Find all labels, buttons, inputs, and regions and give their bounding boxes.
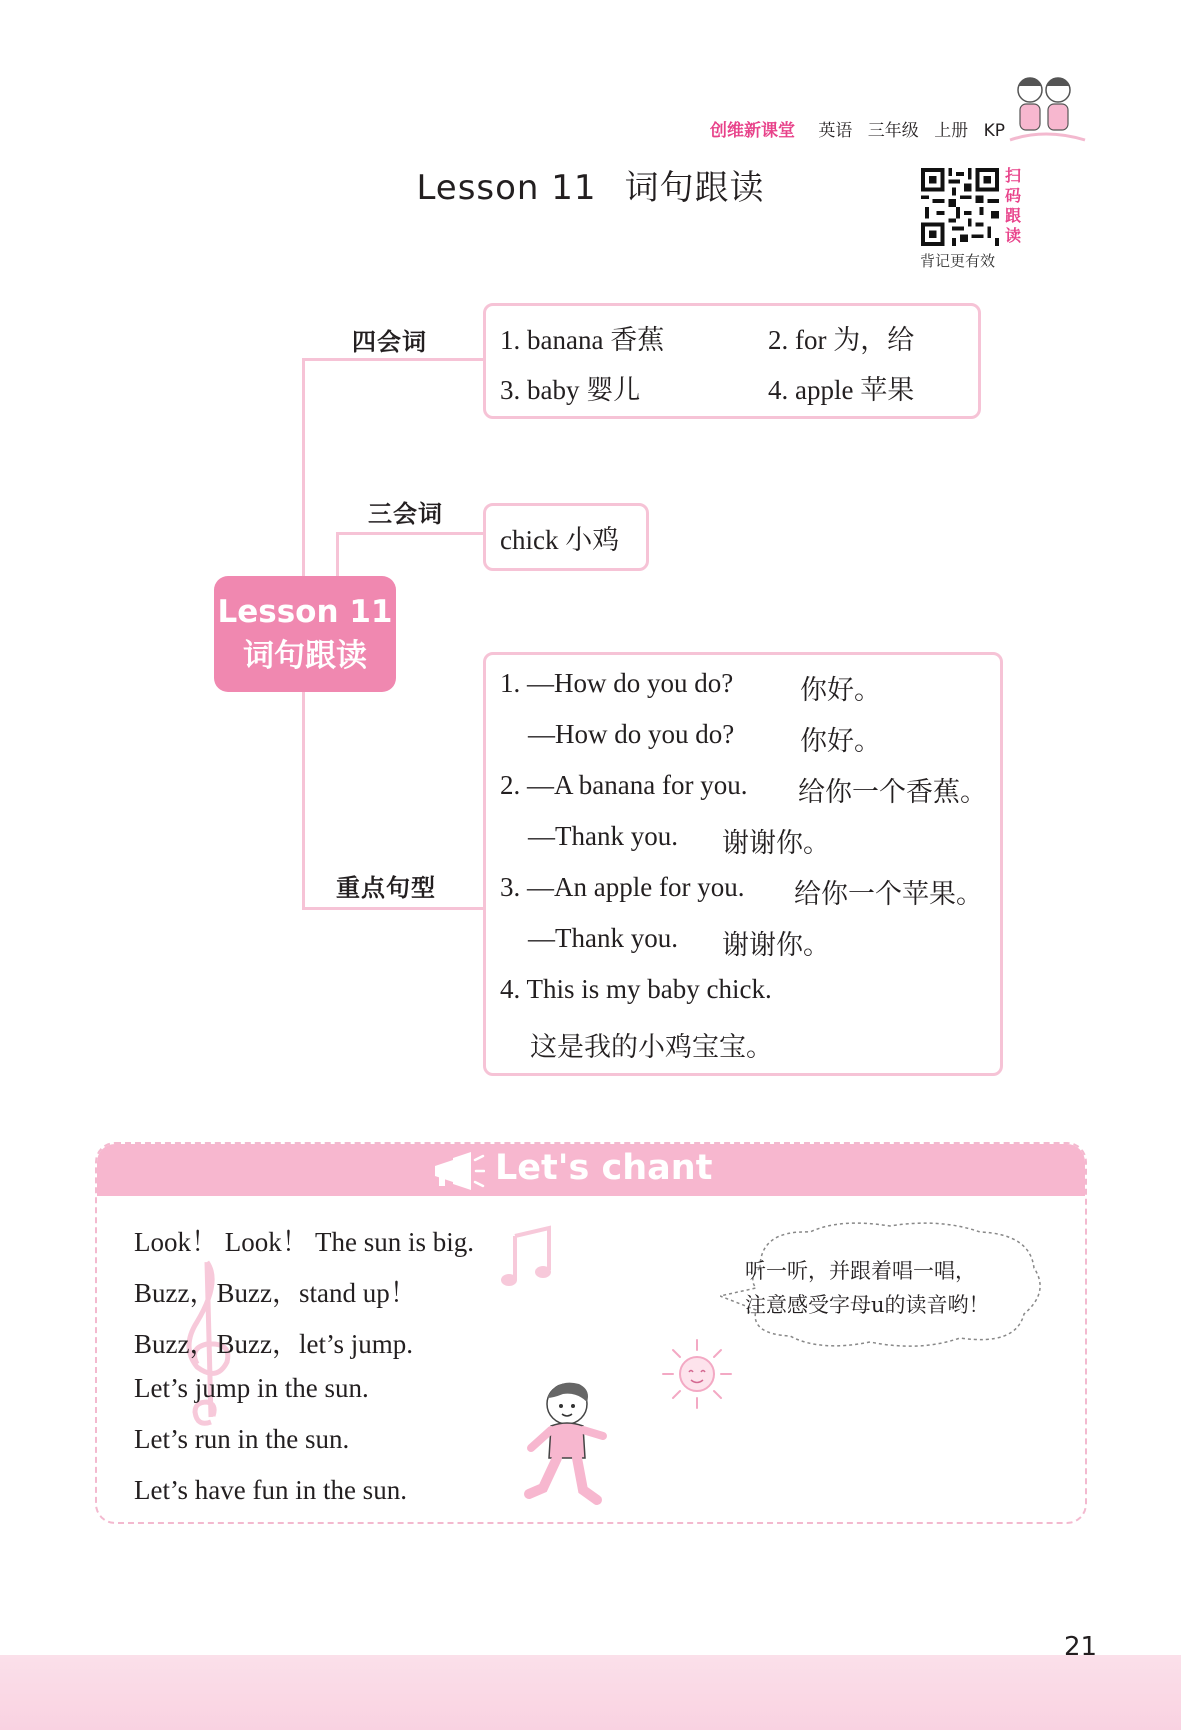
center-node-line: 词句跟读 <box>243 638 367 674</box>
sentence-zh: 给你一个苹果。 <box>794 879 983 909</box>
chant-line: Buzz，Buzz，let’s jump. <box>134 1329 413 1359</box>
word-item: 4. apple 苹果 <box>768 375 915 405</box>
chant-line: Let’s jump in the sun. <box>134 1373 369 1403</box>
sentence-zh: 谢谢你。 <box>722 828 830 858</box>
running-boy-icon <box>517 1376 617 1516</box>
sentence-en: —Thank you. <box>528 821 678 851</box>
volume: 上册 <box>934 121 969 141</box>
sentence-zh: 这是我的小鸡宝宝。 <box>530 1032 773 1062</box>
connector-line <box>302 358 485 361</box>
sentence-zh: 你好。 <box>800 675 881 705</box>
megaphone-icon <box>429 1150 485 1192</box>
sentence-en: 2. —A banana for you. <box>500 770 748 800</box>
chant-line: Let’s run in the sun. <box>134 1424 350 1454</box>
word-item: 3. baby 婴儿 <box>500 375 641 405</box>
page-number: 21 <box>1064 1632 1098 1662</box>
brand-name: 创维新课堂 <box>709 121 795 141</box>
category-label: 四会词 <box>352 328 427 356</box>
sentence-en: —How do you do? <box>528 719 735 749</box>
word-item: 1. banana 香蕉 <box>500 325 665 355</box>
key-sentences-box <box>483 652 1003 1076</box>
qr-side-char: 读 <box>1004 226 1021 245</box>
sentence-en: 3. —An apple for you. <box>500 872 745 902</box>
sentence-zh: 你好。 <box>800 726 881 756</box>
chant-line: Let’s have fun in the sun. <box>134 1475 407 1505</box>
connector-line <box>336 532 485 535</box>
qr-side-char: 扫 <box>1004 166 1021 185</box>
connector-line <box>302 907 485 910</box>
sentence-en: 1. —How do you do? <box>500 668 734 698</box>
chant-line: Look！ Look！ The sun is big. <box>134 1227 474 1257</box>
center-node <box>214 576 396 692</box>
edition: KP <box>983 121 1005 141</box>
word-item: chick 小鸡 <box>500 525 620 555</box>
sentence-zh: 谢谢你。 <box>722 930 830 960</box>
sentence-en: 4. This is my baby chick. <box>500 974 772 1004</box>
sentence-zh: 给你一个香蕉。 <box>798 777 987 807</box>
footer-band <box>0 1655 1181 1730</box>
subject: 英语 <box>818 121 853 141</box>
music-note-icon <box>497 1224 557 1294</box>
category-label: 重点句型 <box>336 874 436 902</box>
center-node-line: Lesson 11 <box>217 594 393 630</box>
qr-caption: 背记更有效 <box>920 252 996 270</box>
speech-bubble-text <box>745 1254 990 1322</box>
connector-line <box>336 532 339 578</box>
bubble-line: 注意感受字母u的读音哟！ <box>745 1293 990 1317</box>
kids-illustration-icon <box>1000 70 1090 150</box>
lesson-title: Lesson 11 <box>416 168 597 208</box>
qr-side-text <box>1004 166 1022 246</box>
category-label: 三会词 <box>368 500 443 528</box>
qr-side-char: 码 <box>1004 186 1021 205</box>
grade: 三年级 <box>867 121 919 141</box>
sentence-en: —Thank you. <box>528 923 678 953</box>
chant-line: Buzz，Buzz，stand up！ <box>134 1278 417 1308</box>
qr-code-icon[interactable] <box>920 168 1000 246</box>
chant-title: Let's chant <box>495 1148 713 1188</box>
bubble-line: 听一听，并跟着唱一唱， <box>745 1259 976 1283</box>
page-header <box>710 116 1005 141</box>
lesson-topic: 词句跟读 <box>624 168 765 208</box>
word-item: 2. for 为，给 <box>768 325 915 355</box>
qr-side-char: 跟 <box>1004 206 1021 225</box>
